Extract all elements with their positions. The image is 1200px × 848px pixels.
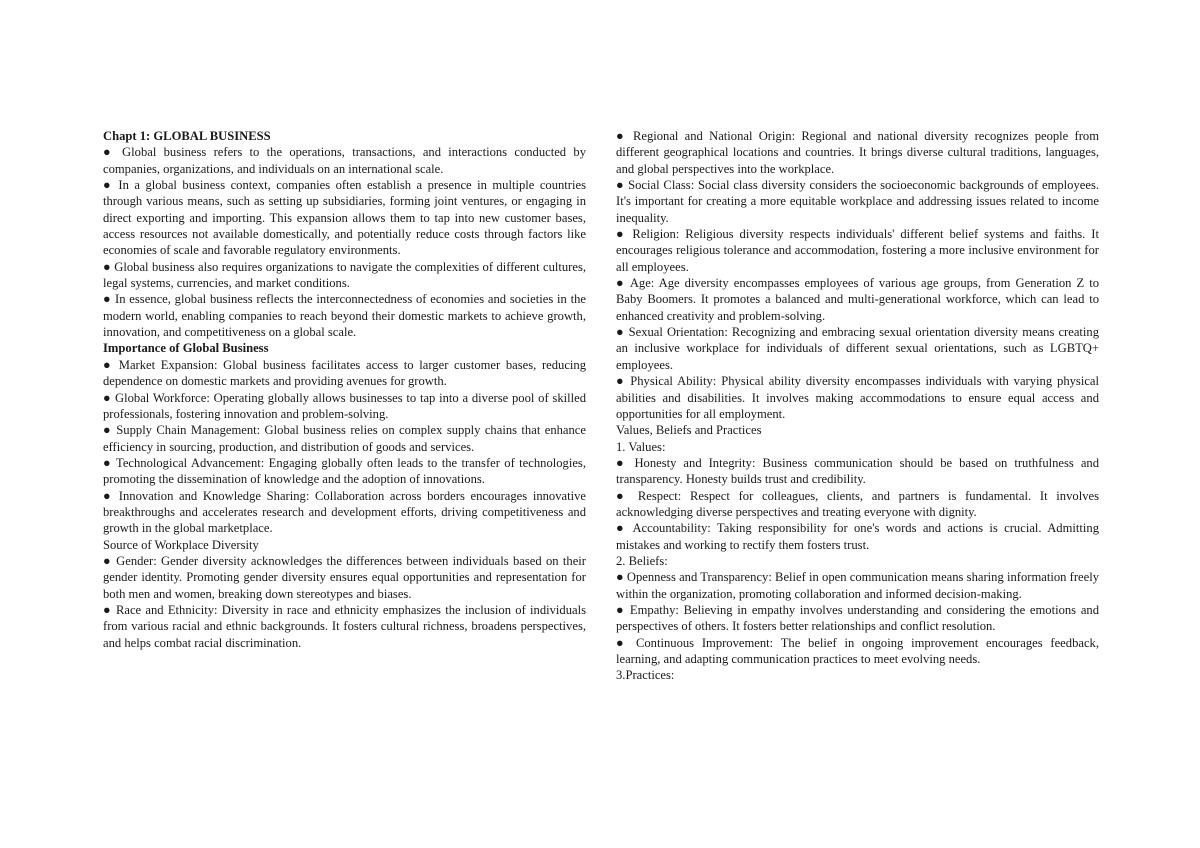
paragraph: ● In essence, global business reflects the interconnectedness of economies and societies in the modern world, enabling companies to reach beyond their domestic markets to achieve growth, innovation, and competitiveness on a global scale. [103, 292, 586, 340]
section-heading: Importance of Global Business [103, 341, 269, 356]
subheading: 1. Values: [616, 439, 666, 454]
paragraph: ● Religion: Religious diversity respects individuals' different belief systems and faiths. It encourages religious tolerance and accommodation, fostering a more inclusive environment for all employees. [616, 227, 1099, 274]
paragraph: ● Physical Ability: Physical ability diversity encompasses individuals with varying physical abilities and disabilities. It involves making accommodations to ensure equal access and opportunities for all employment. [616, 374, 1099, 421]
right-column [616, 128, 1099, 684]
paragraph: ● Continuous Improvement: The belief in ongoing improvement encourages feedback, learning, and adapting communication practices to meet evolving needs. [616, 635, 1099, 666]
paragraph: ● Empathy: Believing in empathy involves understanding and considering the emotions and perspectives of others. It fosters better relationships and conflict resolution. [616, 602, 1099, 634]
paragraph: ● Global business also requires organizations to navigate the complexities of different cultures, legal systems, currencies, and market conditions. [103, 259, 586, 291]
subheading: 3.Practices: [616, 668, 675, 683]
paragraph: ● Accountability: Taking responsibility for one's words and actions is crucial. Admitting mistakes and working to rectify them fosters trust. [616, 521, 1099, 552]
paragraph: ● Market Expansion: Global business facilitates access to larger customer bases, reducing dependence on domestic markets and providing avenues for growth. [103, 357, 586, 389]
paragraph: ● In a global business context, companies often establish a presence in multiple countries through various means, such as setting up subsidiaries, forming joint ventures, or engaging in direct exporting and importing. This expansion allows them to tap into new customer bases, access resources not available domestically, and potentially reduce costs through factors like economies of scale and favorable regulatory environments. [103, 178, 586, 258]
paragraph: ● Openness and Transparency: Belief in open communication means sharing information freely within the organization, promoting collaboration and informed decision-making. [616, 570, 1099, 601]
chapter-title: Chapt 1: GLOBAL BUSINESS [103, 129, 271, 143]
paragraph: ● Honesty and Integrity: Business communication should be based on truthfulness and transparency. Honesty builds trust and credibility. [616, 455, 1099, 487]
paragraph: ● Global Workforce: Operating globally allows businesses to tap into a diverse pool of skilled professionals, fostering innovation and problem-solving. [103, 390, 586, 421]
left-column [103, 128, 586, 651]
paragraph: ● Sexual Orientation: Recognizing and embracing sexual orientation diversity means creating an inclusive workplace for individuals of different sexual orientations, such as LGBTQ+ employees. [616, 325, 1099, 372]
paragraph: ● Race and Ethnicity: Diversity in race and ethnicity emphasizes the inclusion of individuals from various racial and ethnic backgrounds. It fosters cultural richness, broadens perspectives, and helps combat racial discrimination. [103, 602, 586, 650]
paragraph: ● Respect: Respect for colleagues, clients, and partners is fundamental. It involves acknowledging diverse perspectives and treating everyone with dignity. [616, 488, 1099, 519]
paragraph: ● Technological Advancement: Engaging globally often leads to the transfer of technologies, promoting the dissemination of knowledge and the adoption of innovations. [103, 455, 586, 487]
subheading: 2. Beliefs: [616, 553, 668, 568]
paragraph: ● Global business refers to the operations, transactions, and interactions conducted by companies, organizations, and individuals on an international scale. [103, 145, 586, 176]
paragraph: ● Age: Age diversity encompasses employees of various age groups, from Generation Z to Baby Boomers. It promotes a balanced and multi-generational workforce, which can lead to enhanced creativity and problem-solving. [616, 276, 1099, 323]
paragraph: ● Regional and National Origin: Regional and national diversity recognizes people from different geographical locations and countries. It brings diverse cultural traditions, languages, and global perspectives into the workplace. [616, 129, 1099, 176]
paragraph: ● Social Class: Social class diversity considers the socioeconomic backgrounds of employees. It's important for creating a more equitable workplace and addressing issues related to income inequality. [616, 178, 1099, 225]
paragraph: ● Gender: Gender diversity acknowledges the differences between individuals based on their gender identity. Promoting gender diversity ensures equal opportunities and representation for both men and women, breaking down stereotypes and biases. [103, 553, 586, 601]
subheading: Source of Workplace Diversity [103, 537, 259, 552]
paragraph: ● Innovation and Knowledge Sharing: Collaboration across borders encourages innovative breakthroughs and accelerates research and development efforts, driving competitiveness and growth in the global marketplace. [103, 488, 586, 536]
paragraph: ● Supply Chain Management: Global business relies on complex supply chains that enhance efficiency in sourcing, production, and distribution of goods and services. [103, 423, 586, 454]
subheading: Values, Beliefs and Practices [616, 423, 762, 438]
